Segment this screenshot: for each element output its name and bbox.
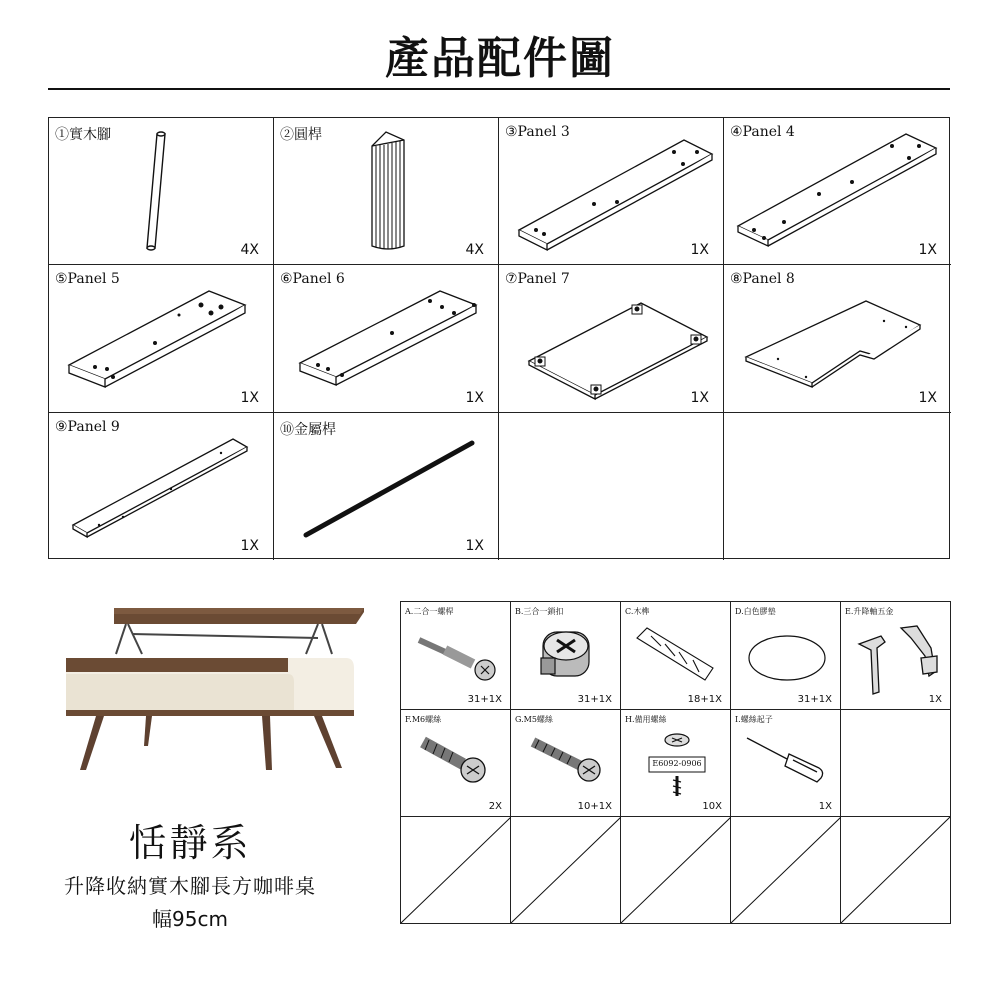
product-description: 升降收納實木腳長方咖啡桌 bbox=[64, 874, 316, 898]
part-qty: 1X bbox=[690, 242, 709, 258]
part-cell-5 bbox=[49, 265, 274, 413]
part-qty: 1X bbox=[240, 538, 259, 554]
product-size: 幅95cm bbox=[152, 907, 228, 931]
hardware-qty: 10X bbox=[702, 801, 722, 812]
part-qty: 1X bbox=[465, 538, 484, 554]
part-qty: 1X bbox=[240, 390, 259, 406]
part-cell-4 bbox=[724, 118, 951, 265]
part-cell-3 bbox=[499, 118, 724, 265]
part-label: ③Panel 3 bbox=[505, 124, 570, 140]
part-cell-empty bbox=[499, 413, 724, 560]
part-qty: 1X bbox=[918, 242, 937, 258]
hardware-cell-b bbox=[511, 602, 621, 710]
part-label: ④Panel 4 bbox=[730, 124, 795, 140]
hardware-cell-empty bbox=[841, 710, 950, 817]
hardware-cell-f bbox=[401, 710, 511, 817]
hardware-label: F.M6螺絲 bbox=[405, 715, 442, 724]
part-cell-empty bbox=[724, 413, 951, 560]
screw-code: E6092-0906 bbox=[652, 759, 702, 768]
part-cell-1 bbox=[49, 118, 274, 265]
hardware-cell-empty bbox=[511, 817, 621, 923]
panel-8-icon bbox=[724, 265, 951, 413]
hardware-cell-g bbox=[511, 710, 621, 817]
hardware-cell-empty bbox=[621, 817, 731, 923]
part-qty: 1X bbox=[690, 390, 709, 406]
hardware-label: I.螺絲起子 bbox=[735, 715, 773, 724]
hardware-qty: 2X bbox=[488, 801, 502, 812]
part-label: ⑥Panel 6 bbox=[280, 271, 345, 287]
coffee-table-image bbox=[56, 598, 368, 778]
part-cell-2 bbox=[274, 118, 499, 265]
part-qty: 1X bbox=[465, 390, 484, 406]
hardware-label: C.木榫 bbox=[625, 607, 650, 616]
hardware-label: B.三合一鎖扣 bbox=[515, 607, 564, 616]
hardware-cell-empty bbox=[731, 817, 841, 923]
hardware-cell-d bbox=[731, 602, 841, 710]
part-qty: 1X bbox=[918, 390, 937, 406]
part-label: ⑤Panel 5 bbox=[55, 271, 120, 287]
hardware-cell-empty bbox=[841, 817, 950, 923]
part-cell-7 bbox=[499, 265, 724, 413]
hardware-qty: 1X bbox=[928, 694, 942, 705]
hardware-cell-c bbox=[621, 602, 731, 710]
hardware-label: E.升降軸五金 bbox=[845, 607, 894, 616]
hardware-cell-empty bbox=[401, 817, 511, 923]
part-label: ⑧Panel 8 bbox=[730, 271, 795, 287]
part-label: ⑨Panel 9 bbox=[55, 419, 120, 435]
hardware-label: D.白色膠墊 bbox=[735, 607, 776, 616]
hardware-cell-a bbox=[401, 602, 511, 710]
hardware-label: G.M5螺絲 bbox=[515, 715, 553, 724]
hardware-qty: 31+1X bbox=[577, 694, 612, 705]
page-title: 產品配件圖 bbox=[385, 33, 615, 84]
parts-grid bbox=[48, 117, 950, 559]
part-cell-8 bbox=[724, 265, 951, 413]
hardware-label: A.二合一螺桿 bbox=[405, 607, 454, 616]
hardware-qty: 31+1X bbox=[467, 694, 502, 705]
part-qty: 4X bbox=[465, 242, 484, 258]
hardware-cell-h bbox=[621, 710, 731, 817]
part-label: ①實木腳 bbox=[55, 127, 111, 143]
part-label: ⑩金屬桿 bbox=[280, 422, 336, 438]
hardware-qty: 10+1X bbox=[577, 801, 612, 812]
part-cell-9 bbox=[49, 413, 274, 560]
part-label: ⑦Panel 7 bbox=[505, 271, 570, 287]
part-cell-10 bbox=[274, 413, 499, 560]
hardware-qty: 1X bbox=[818, 801, 832, 812]
part-label: ②圓桿 bbox=[280, 127, 322, 143]
part-qty: 4X bbox=[240, 242, 259, 258]
hardware-qty: 31+1X bbox=[797, 694, 832, 705]
title-divider bbox=[48, 88, 950, 90]
hardware-cell-i bbox=[731, 710, 841, 817]
panel-4-icon bbox=[724, 118, 951, 265]
hardware-label: H.備用螺絲 bbox=[625, 715, 667, 724]
hardware-qty: 18+1X bbox=[687, 694, 722, 705]
hardware-cell-e bbox=[841, 602, 950, 710]
part-cell-6 bbox=[274, 265, 499, 413]
hardware-grid bbox=[400, 601, 951, 924]
product-name: 恬靜系 bbox=[128, 821, 252, 865]
